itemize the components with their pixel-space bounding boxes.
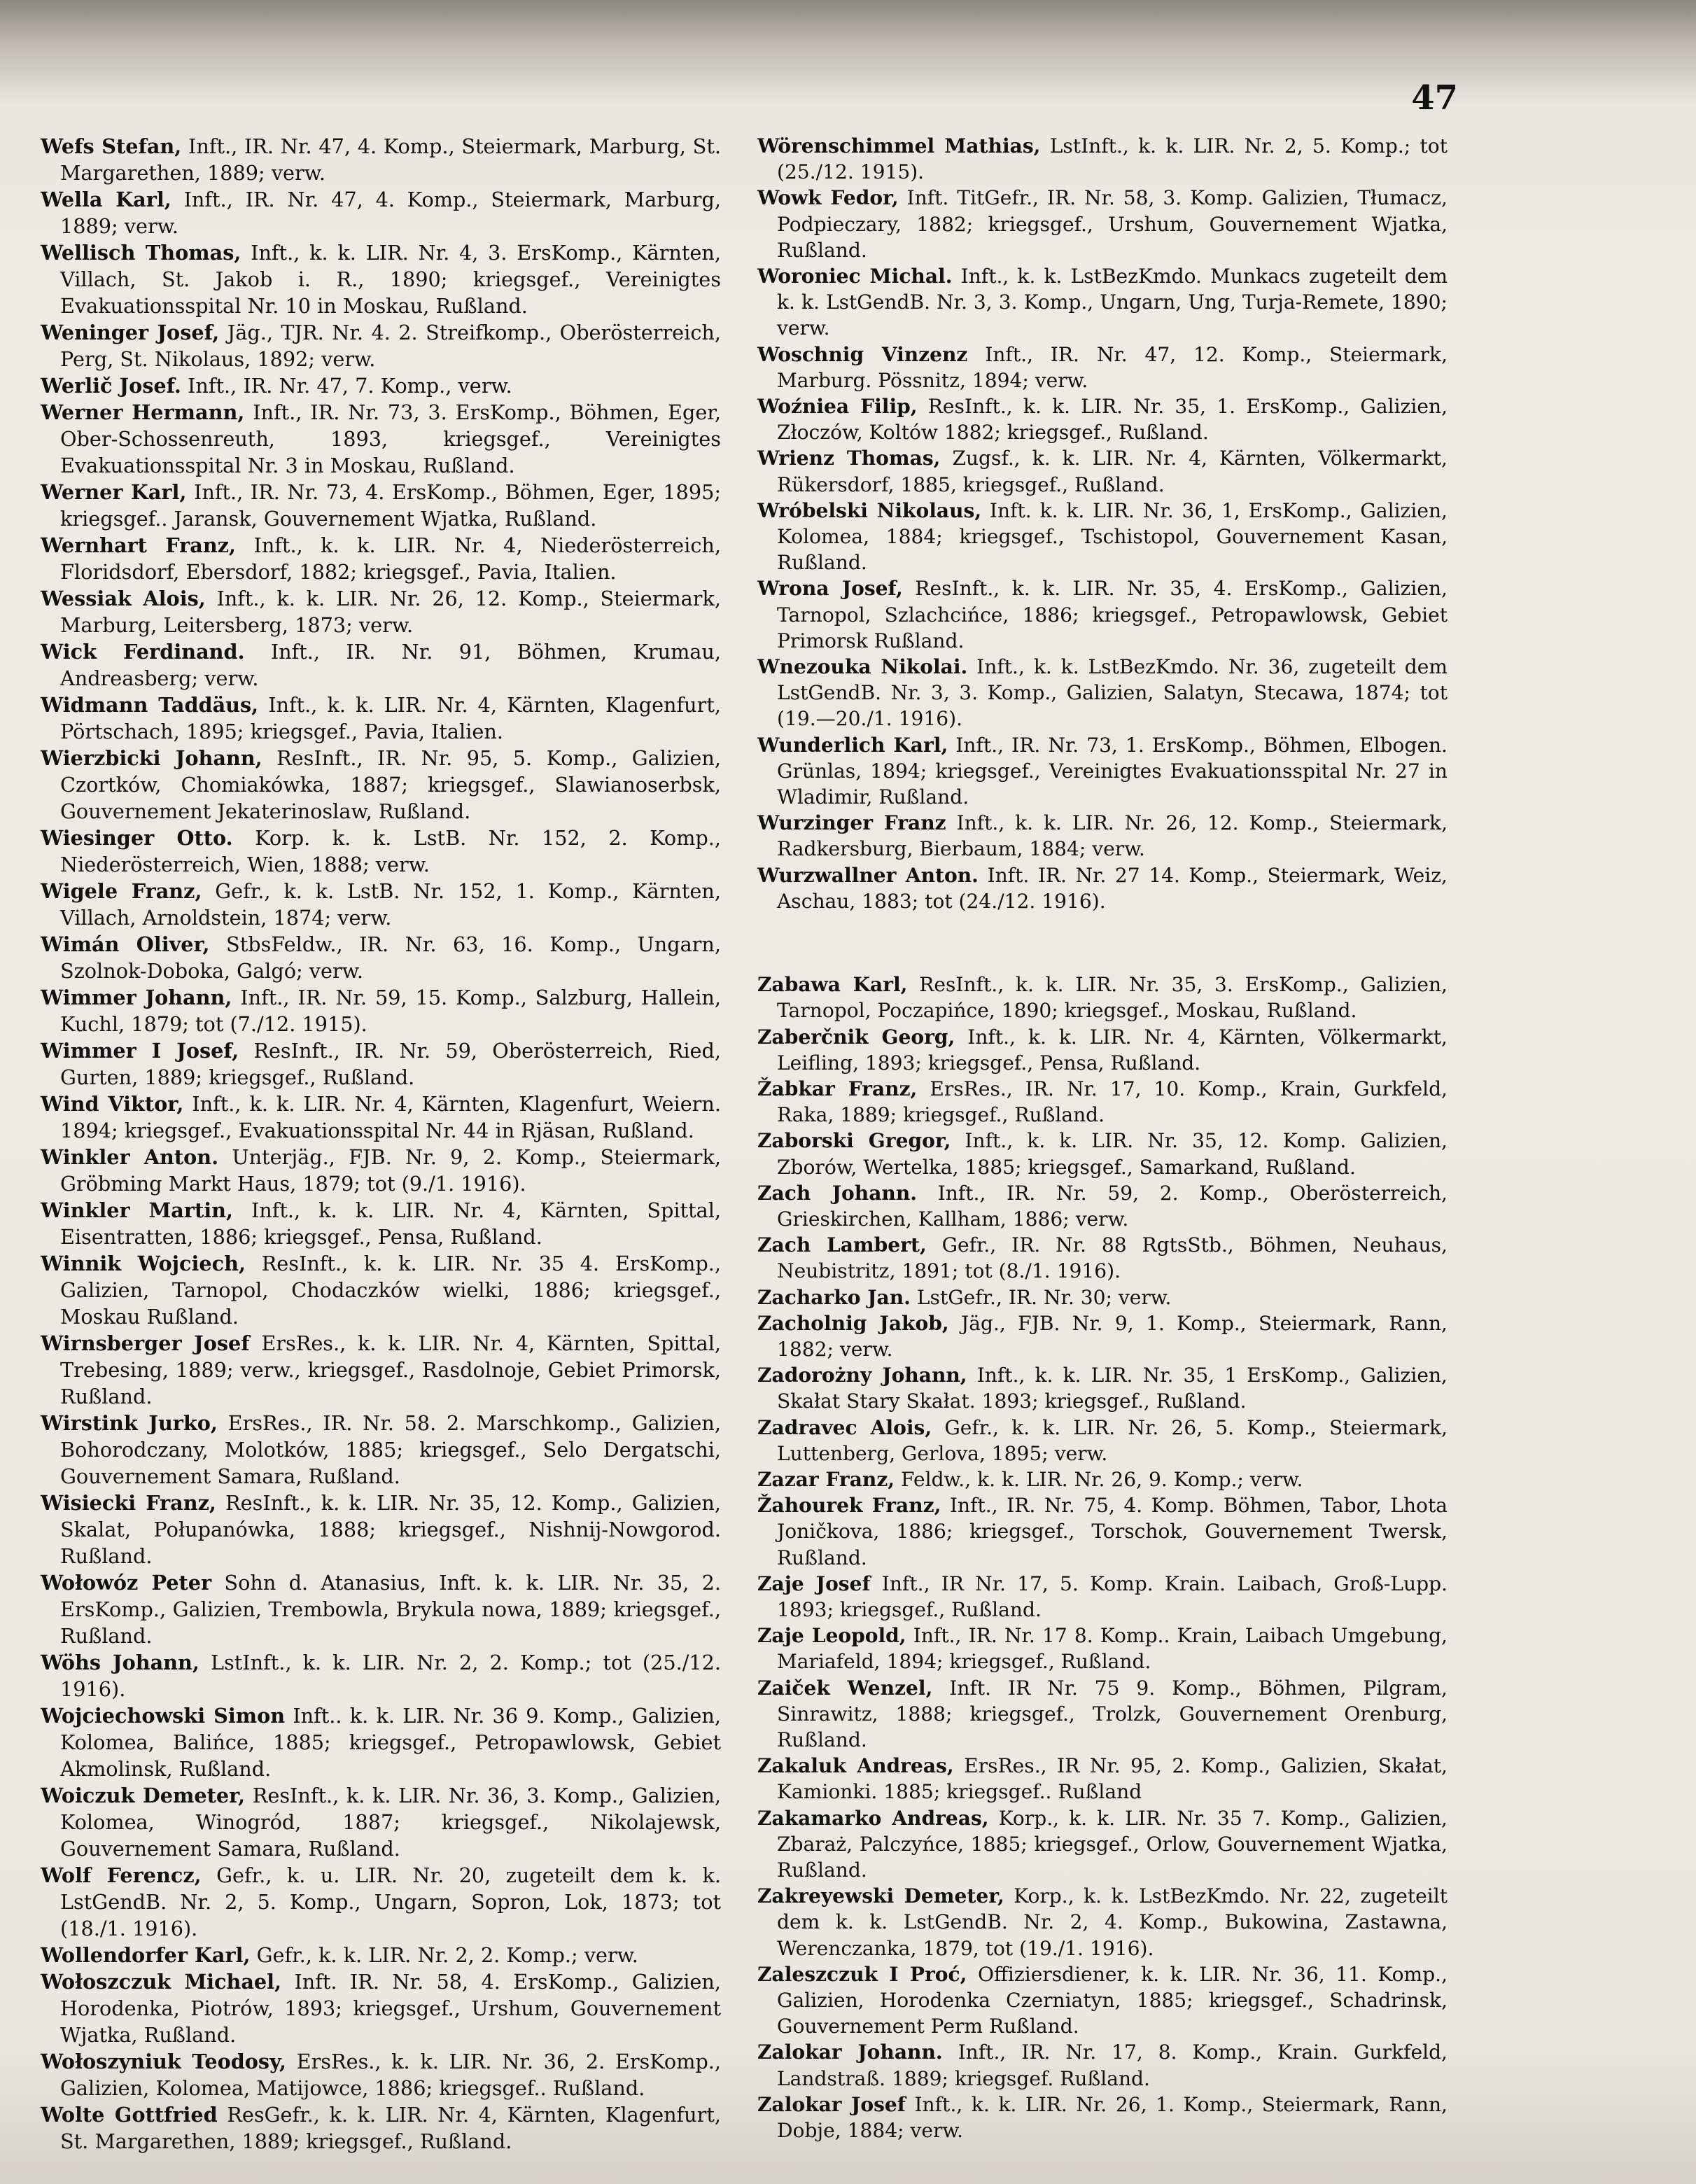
page-number: 47 <box>1411 78 1458 118</box>
entry-name: Widmann Taddäus, <box>41 693 259 717</box>
entry-name: Zakaluk Andreas, <box>757 1754 954 1778</box>
entry-details: Korp., k. k. LIR. Nr. 35 7. Komp., Galizien, Zbaraż, Palczyńce, 1885; kriegsgef., Orlow, Gouvernement Wjatka, Rußland. <box>777 1806 1448 1882</box>
register-entry <box>757 1753 1448 1805</box>
entry-details: Inft., IR. Nr. 17, 8. Komp., Krain. Gurkfeld, Landstraß. 1889; kriegsgef. Rußland. <box>777 2040 1448 2090</box>
register-entry <box>757 575 1448 654</box>
entry-name: Wefs Stefan, <box>41 134 182 158</box>
entry-details: LstInft., k. k. LIR. Nr. 2, 5. Komp.; tot (25./12. 1915). <box>777 134 1448 184</box>
entry-name: Zazar Franz, <box>757 1467 895 1491</box>
entry-details: ResGefr., k. k. LIR. Nr. 4, Kärnten, Klagenfurt, St. Margarethen, 1889; kriegsgef., Rußland. <box>60 2103 722 2153</box>
register-entry <box>41 745 721 825</box>
register-entry <box>757 498 1448 576</box>
register-entry <box>41 1968 721 2048</box>
entry-name: Wellisch Thomas, <box>41 241 241 265</box>
entry-details: ResInft., k. k. LIR. Nr. 35, 4. ErsKomp., Galizien, Tarnopol, Szlachcińce, 1886; kriegsgef., Petropawlowsk, Gebiet Primorsk Rußland. <box>777 577 1448 652</box>
entry-details: Inft. IR. Nr. 58, 4. ErsKomp., Galizien, Horodenka, Piotrów, 1893; kriegsgef., Urshum, Gouvernement Wjatka, Rußland. <box>60 1970 721 2047</box>
register-entry <box>41 133 721 186</box>
entry-details: LstGefr., IR. Nr. 30; verw. <box>910 1285 1172 1309</box>
entry-name: Wisiecki Franz, <box>41 1491 216 1515</box>
entry-details: Inft., IR. Nr. 59, 2. Komp., Oberösterreich, Grieskirchen, Kallham, 1886; verw. <box>777 1181 1448 1231</box>
entry-name: Zacharko Jan. <box>757 1285 911 1309</box>
entry-name: Zakreyewski Demeter, <box>757 1884 1004 1908</box>
entry-name: Wnezouka Nikolai. <box>757 655 968 679</box>
entry-details: Inft., IR. Nr. 73, 4. ErsKomp., Böhmen, Eger, 1895; kriegsgef.. Jaransk, Gouvernement Wjatka, Rußland. <box>60 480 721 531</box>
entry-details: Inft. k. k. LIR. Nr. 36, 1, ErsKomp., Galizien, Kolomea, 1884; kriegsgef., Tschistopol, Gouvernement Kasan, Rußland. <box>777 498 1448 575</box>
register-entry <box>41 1330 721 1410</box>
register-entry <box>41 1702 721 1782</box>
register-entry <box>41 479 721 532</box>
entry-name: Wojciechowski Simon <box>41 1704 286 1728</box>
entry-details: ErsRes., IR. Nr. 58. 2. Marschkomp., Galizien, Bohorodczany, Molotków, 1885; kriegsgef., Selo Dergatschi, Gouvernement Samara, Rußland. <box>60 1411 721 1488</box>
entry-details: Inft. TitGefr., IR. Nr. 58, 3. Komp. Galizien, Tłumacz, Podpieczary, 1882; kriegsgef., Urshum, Gouvernement Wjatka, Rußland. <box>777 186 1448 262</box>
register-entry <box>41 931 721 984</box>
register-entry <box>757 2039 1448 2091</box>
entry-details: Korp., k. k. LstBezKmdo. Nr. 22, zugeteilt dem k. k. LstGendB. Nr. 2, 4. Komp., Bukowina, Zastawna, Werenczanka, 1879, tot (19./1. 1916). <box>777 1884 1448 1960</box>
entry-details: Inft., IR. Nr. 75, 4. Komp. Böhmen, Tabor, Lhota Joničkova, 1886; kriegsgef., Torschok, Gouvernement Twersk, Rußland. <box>777 1494 1448 1569</box>
entry-details: Inft., IR. Nr. 17 8. Komp.. Krain, Laibach Umgebung, Mariafeld, 1894; kriegsgef., Rußland. <box>777 1624 1448 1674</box>
entry-details: Inft., IR. Nr. 73, 3. ErsKomp., Böhmen, Eger, Ober-Schossenreuth, 1893, kriegsgef., Vereinigtes Evakuationsspital Nr. 3 in Moskau, Rußland. <box>60 400 721 477</box>
entry-details: ResInft., k. k. LIR. Nr. 36, 3. Komp., Galizien, Kolomea, Winogród, 1887; kriegsgef., Nikolajewsk, Gouvernement Samara, Rußland. <box>60 1784 721 1861</box>
entry-name: Winkler Martin, <box>41 1198 233 1222</box>
register-entry <box>757 1571 1448 1623</box>
entry-details: StbsFeldw., IR. Nr. 63, 16. Komp., Ungarn, Szolnok-Doboka, Galgó; verw. <box>60 932 721 983</box>
entry-details: Gefr., k. k. LIR. Nr. 2, 2. Komp.; verw. <box>250 1943 638 1967</box>
register-entry <box>757 1961 1448 2040</box>
register-entry <box>41 585 721 638</box>
entry-name: Zaje Leopold, <box>757 1624 906 1648</box>
register-entry <box>757 1623 1448 1674</box>
register-entry <box>41 186 721 239</box>
entry-details: Inft., k. k. LIR. Nr. 4, 3. ErsKomp., Kärnten, Villach, St. Jakob i. R., 1890; kriegsgef., Vereinigtes Evakuationsspital Nr. 10 in Moskau, Rußland. <box>60 241 721 318</box>
entry-details: Inft., IR. Nr. 91, Böhmen, Krumau, Andreasberg; verw. <box>60 640 721 690</box>
entry-details: ResInft., k. k. LIR. Nr. 35 4. ErsKomp., Galizien, Tarnopol, Chodaczków wielki, 1886; kriegsgef., Moskau Rußland. <box>60 1252 721 1329</box>
entry-name: Wernhart Franz, <box>41 533 236 557</box>
entry-details: ResInft., IR. Nr. 59, Oberösterreich, Ried, Gurten, 1889; kriegsgef., Rußland. <box>60 1039 721 1089</box>
register-entry <box>757 1128 1448 1180</box>
entry-details: ResInft., IR. Nr. 95, 5. Komp., Galizien, Czortków, Chomiakówka, 1887; kriegsgef., Slawianoserbsk, Gouvernement Jekaterinoslaw, Rußland. <box>60 746 721 823</box>
register-entry <box>41 399 721 479</box>
entry-details: ErsRes., k. k. LIR. Nr. 4, Kärnten, Spittal, Trebesing, 1889; verw., kriegsgef., Rasdolnoje, Gebiet Primorsk, Rußland. <box>60 1331 721 1408</box>
register-entry <box>41 2101 721 2155</box>
entry-details: ResInft., k. k. LIR. Nr. 35, 1. ErsKomp., Galizien, Złoczów, Koltów 1882; kriegsgef., Rußland. <box>777 395 1448 444</box>
entry-name: Zaberčnik Georg, <box>757 1025 955 1049</box>
entry-details: Gefr., k. u. LIR. Nr. 20, zugeteilt dem k. k. LstGendB. Nr. 2, 5. Komp., Ungarn, Sopron, Lok, 1873; tot (18./1. 1916). <box>60 1863 721 1940</box>
entry-name: Zaje Josef <box>757 1572 871 1595</box>
entry-details: Feldw., k. k. LIR. Nr. 26, 9. Komp.; verw. <box>895 1467 1303 1491</box>
entry-details: Inft. IR. Nr. 27 14. Komp., Steiermark, Weiz, Aschau, 1883; tot (24./12. 1916). <box>777 863 1448 913</box>
register-entry <box>757 1466 1448 1492</box>
entry-details: Inft., IR. Nr. 47, 4. Komp., Steiermark, Marburg, 1889; verw. <box>60 188 721 238</box>
entry-name: Žabkar Franz, <box>757 1077 918 1100</box>
register-entry <box>41 984 721 1037</box>
register-entry <box>41 1649 721 1702</box>
entry-details: Inft., IR. Nr. 47, 7. Komp., verw. <box>181 374 512 398</box>
register-entry <box>757 133 1448 185</box>
entry-details: Inft., k. k. LIR. Nr. 26, 1. Komp., Steiermark, Rann, Dobje, 1884; verw. <box>777 2092 1448 2143</box>
entry-details: ResInft., k. k. LIR. Nr. 35, 3. ErsKomp., Galizien, Tarnopol, Poczapińce, 1890; kriegsgef., Moskau, Rußland. <box>777 973 1448 1023</box>
entry-name: Winkler Anton. <box>41 1145 219 1169</box>
right-column <box>757 133 1448 2143</box>
register-entry <box>41 1144 721 1197</box>
entry-name: Winnik Wojciech, <box>41 1252 246 1275</box>
entry-details: Inft., k. k. LstBezKmdo. Nr. 36, zugeteilt dem LstGendB. Nr. 3, 3. Komp., Galizien, Salatyn, Stecawa, 1874; tot (19.—20./1. 1916). <box>777 655 1448 731</box>
entry-name: Wolte Gottfried <box>41 2103 218 2127</box>
entry-name: Wind Viktor, <box>41 1092 184 1116</box>
entry-name: Wunderlich Karl, <box>757 733 948 757</box>
entry-name: Wimán Oliver, <box>41 932 210 956</box>
register-entry <box>757 342 1448 393</box>
entry-name: Wowk Fedor, <box>757 186 899 210</box>
entry-name: Zabawa Karl, <box>757 973 908 997</box>
entry-name: Zaborski Gregor, <box>757 1129 951 1153</box>
entry-details: Inft., k. k. LIR. Nr. 26, 12. Komp., Steiermark, Marburg, Leitersberg, 1873; verw. <box>60 587 721 637</box>
entry-name: Zach Johann. <box>757 1181 918 1205</box>
entry-details: Zugsf., k. k. LIR. Nr. 4, Kärnten, Völkermarkt, Rükersdorf, 1885, kriegsgef., Rußland. <box>777 447 1448 496</box>
entry-details: Inft., k. k. LIR. Nr. 4, Kärnten, Spittal, Eisentratten, 1886; kriegsgef., Pensa, Rußland. <box>60 1198 721 1249</box>
entry-name: Žahourek Franz, <box>757 1494 941 1518</box>
entry-details: Unterjäg., FJB. Nr. 9, 2. Komp., Steiermark, Gröbming Markt Haus, 1879; tot (9./1. 1916). <box>60 1145 721 1196</box>
right-column-w-section <box>757 133 1448 914</box>
register-entry <box>757 1310 1448 1362</box>
entry-details: Gefr., IR. Nr. 88 RgtsStb., Böhmen, Neuhaus, Neubistritz, 1891; tot (8./1. 1916). <box>777 1233 1448 1283</box>
register-entry <box>41 1037 721 1091</box>
entry-name: Wrona Josef, <box>757 577 903 601</box>
entry-name: Wessiak Alois, <box>41 587 206 610</box>
register-entry <box>41 1490 721 1569</box>
entry-name: Werner Hermann, <box>41 400 245 424</box>
register-entry <box>757 1180 1448 1232</box>
register-entry <box>41 825 721 878</box>
entry-name: Wirstink Jurko, <box>41 1411 218 1435</box>
entry-name: Wirnsberger Josef <box>41 1331 250 1355</box>
entry-name: Zadorożny Johann, <box>757 1364 967 1387</box>
entry-details: Gefr., k. k. LstB. Nr. 152, 1. Komp., Kärnten, Villach, Arnoldstein, 1874; verw. <box>60 879 721 930</box>
entry-details: Inft., k. k. LIR. Nr. 4, Kärnten, Klagenfurt, Weiern. 1894; kriegsgef., Evakuationsspital Nr. 44 in Rjäsan, Rußland. <box>60 1092 721 1142</box>
register-entry <box>41 2048 721 2101</box>
entry-name: Wurzwallner Anton. <box>757 863 979 887</box>
entry-name: Weninger Josef, <box>41 321 220 344</box>
register-entry <box>757 1805 1448 1884</box>
entry-name: Woiczuk Demeter, <box>41 1784 246 1807</box>
register-entry <box>41 319 721 372</box>
entry-name: Wołoszczuk Michael, <box>41 1970 282 1994</box>
register-entry <box>41 1410 721 1490</box>
register-entry <box>757 810 1448 862</box>
entry-name: Werlič Josef. <box>41 374 181 398</box>
section-gap <box>757 914 1448 972</box>
entry-name: Wierzbicki Johann, <box>41 746 262 770</box>
entry-name: Zalokar Josef <box>757 2092 906 2116</box>
entry-details: Inft., k. k. LIR. Nr. 4, Niederösterreich, Floridsdorf, Ebersdorf, 1882; kriegsgef., Pavia, Italien. <box>60 533 721 584</box>
entry-details: Inft., IR. Nr. 73, 1. ErsKomp., Böhmen, Elbogen. Grünlas, 1894; kriegsgef., Vereinigtes Evakuationsspital Nr. 27 in Wladimir, Rußland. <box>777 733 1448 809</box>
entry-name: Wurzinger Franz <box>757 811 946 835</box>
entry-name: Wella Karl, <box>41 188 171 211</box>
entry-details: ResInft., k. k. LIR. Nr. 35, 12. Komp., Galizien, Skalat, Połupanówka, 1888; kriegsgef., Nishnij-Nowgorod. Rußland. <box>60 1491 721 1568</box>
register-entry <box>757 393 1448 445</box>
entry-name: Wollendorfer Karl, <box>41 1943 251 1967</box>
entry-name: Wigele Franz, <box>41 879 202 903</box>
entry-name: Zakamarko Andreas, <box>757 1806 989 1830</box>
entry-details: Inft. IR Nr. 75 9. Komp., Böhmen, Pilgram, Sinrawitz, 1888; kriegsgef., Trolzk, Gouvernement Orenburg, Rußland. <box>777 1676 1448 1751</box>
entry-name: Wróbelski Nikolaus, <box>757 498 982 522</box>
register-entry <box>41 1862 721 1942</box>
entry-name: Woźniea Filip, <box>757 395 918 419</box>
register-entry <box>41 1942 721 1968</box>
right-column-z-section <box>757 972 1448 2143</box>
entry-details: Sohn d. Atanasius, Inft. k. k. LIR. Nr. 35, 2. ErsKomp., Galizien, Trembowla, Brykula nowa, 1889; kriegsgef., Rußland. <box>60 1571 721 1648</box>
entry-details: Jäg., FJB. Nr. 9, 1. Komp., Steiermark, Rann, 1882; verw. <box>777 1311 1448 1361</box>
register-entry <box>41 372 721 399</box>
entry-details: Inft., k. k. LIR. Nr. 4, Kärnten, Völkermarkt, Leifling, 1893; kriegsgef., Pensa, Rußland. <box>777 1025 1448 1074</box>
entry-name: Wiesinger Otto. <box>41 826 233 850</box>
register-entry <box>41 1250 721 1330</box>
register-entry <box>41 532 721 585</box>
entry-name: Zaiček Wenzel, <box>757 1676 933 1700</box>
entry-name: Wołoszyniuk Teodosy, <box>41 2050 286 2073</box>
register-entry <box>41 878 721 931</box>
entry-name: Zadravec Alois, <box>757 1415 932 1439</box>
entry-name: Wimmer Johann, <box>41 986 232 1009</box>
register-entry <box>757 1492 1448 1571</box>
entry-details: ErsRes., k. k. LIR. Nr. 36, 2. ErsKomp., Galizien, Kolomea, Matijowce, 1886; kriegsgef.. Rußland. <box>60 2050 721 2100</box>
entry-details: Inft., IR Nr. 17, 5. Komp. Krain. Laibach, Groß-Lupp. 1893; kriegsgef., Rußland. <box>777 1572 1448 1621</box>
register-entry <box>757 1362 1448 1414</box>
entry-name: Woroniec Michal. <box>757 265 953 288</box>
entry-details: Inft., k. k. LIR. Nr. 35, 12. Komp. Galizien, Zborów, Wertelka, 1885; kriegsgef., Samarkand, Rußland. <box>777 1129 1448 1179</box>
entry-name: Woschnig Vinzenz <box>757 342 968 366</box>
entry-details: ErsRes., IR. Nr. 17, 10. Komp., Krain, Gurkfeld, Raka, 1889; kriegsgef., Rußland. <box>777 1077 1448 1127</box>
entry-name: Wolf Ferencz, <box>41 1863 202 1887</box>
entry-name: Zalokar Johann. <box>757 2040 943 2064</box>
register-entry <box>757 2092 1448 2143</box>
entry-details: Gefr., k. k. LIR. Nr. 26, 5. Komp., Steiermark, Luttenberg, Gerlova, 1895; verw. <box>777 1415 1448 1465</box>
register-entry <box>757 185 1448 263</box>
register-entry <box>757 445 1448 497</box>
register-entry <box>757 654 1448 732</box>
entry-details: Offiziersdiener, k. k. LIR. Nr. 36, 11. Komp., Galizien, Horodenka Czerniatyn, 1885; kriegsgef., Schadrinsk, Gouvernement Perm Rußland. <box>777 1962 1448 2038</box>
entry-details: Inft.. k. k. LIR. Nr. 36 9. Komp., Galizien, Kolomea, Balińce, 1885; kriegsgef., Petropawlowsk, Gebiet Akmolinsk, Rußland. <box>60 1704 721 1781</box>
register-entry <box>757 1076 1448 1128</box>
entry-details: Jäg., TJR. Nr. 4. 2. Streifkomp., Oberösterreich, Perg, St. Nikolaus, 1892; verw. <box>60 321 721 371</box>
register-entry <box>757 1883 1448 1961</box>
entry-name: Wick Ferdinand. <box>41 640 245 664</box>
register-entry <box>41 638 721 692</box>
register-entry <box>757 1024 1448 1076</box>
left-column <box>41 133 721 2155</box>
entry-details: Inft., IR. Nr. 47, 12. Komp., Steiermark, Marburg. Pössnitz, 1894; verw. <box>777 342 1448 392</box>
register-entry <box>41 1091 721 1144</box>
register-entry <box>757 732 1448 811</box>
entry-name: Wimmer I Josef, <box>41 1039 239 1063</box>
register-entry <box>757 263 1448 342</box>
register-entry <box>757 1675 1448 1754</box>
register-entry <box>757 1232 1448 1284</box>
entry-details: ErsRes., IR Nr. 95, 2. Komp., Galizien, Skałat, Kamionki. 1885; kriegsgef.. Rußland <box>777 1754 1448 1804</box>
register-entry <box>757 1415 1448 1466</box>
register-entry <box>41 1197 721 1250</box>
entry-details: Inft., k. k. LstBezKmdo. Munkacs zugeteilt dem k. k. LstGendB. Nr. 3, 3. Komp., Ungarn, Ung, Turja-Remete, 1890; verw. <box>777 265 1448 340</box>
entry-details: Inft., k. k. LIR. Nr. 26, 12. Komp., Steiermark, Radkersburg, Bierbaum, 1884; verw. <box>777 811 1448 861</box>
entry-name: Zach Lambert, <box>757 1233 927 1257</box>
register-entry <box>757 862 1448 914</box>
entry-name: Zacholnig Jakob, <box>757 1311 949 1335</box>
register-entry <box>757 972 1448 1023</box>
entry-name: Zaleszczuk I Proć, <box>757 1962 967 1986</box>
entry-details: Inft., IR. Nr. 47, 4. Komp., Steiermark, Marburg, St. Margarethen, 1889; verw. <box>60 134 721 185</box>
entry-details: Inft., k. k. LIR. Nr. 4, Kärnten, Klagenfurt, Pörtschach, 1895; kriegsgef., Pavia, Italien. <box>60 693 721 743</box>
entry-name: Wrienz Thomas, <box>757 447 941 470</box>
entry-details: LstInft., k. k. LIR. Nr. 2, 2. Komp.; tot (25./12. 1916). <box>60 1651 721 1701</box>
entry-name: Werner Karl, <box>41 480 187 504</box>
entry-name: Wöhs Johann, <box>41 1651 199 1674</box>
entry-name: Wörenschimmel Mathias, <box>757 134 1041 158</box>
register-entry <box>757 1284 1448 1310</box>
register-entry <box>41 1569 721 1649</box>
register-entry <box>41 1782 721 1862</box>
entry-details: Inft., k. k. LIR. Nr. 35, 1 ErsKomp., Galizien, Skałat Stary Skałat. 1893; kriegsgef., Rußland. <box>777 1364 1448 1413</box>
register-entry <box>41 692 721 745</box>
entry-details: Inft., IR. Nr. 59, 15. Komp., Salzburg, Hallein, Kuchl, 1879; tot (7./12. 1915). <box>60 986 722 1036</box>
register-entry <box>41 239 721 319</box>
entry-name: Wołowóz Peter <box>41 1571 212 1595</box>
entry-details: Korp. k. k. LstB. Nr. 152, 2. Komp., Niederösterreich, Wien, 1888; verw. <box>60 826 721 876</box>
